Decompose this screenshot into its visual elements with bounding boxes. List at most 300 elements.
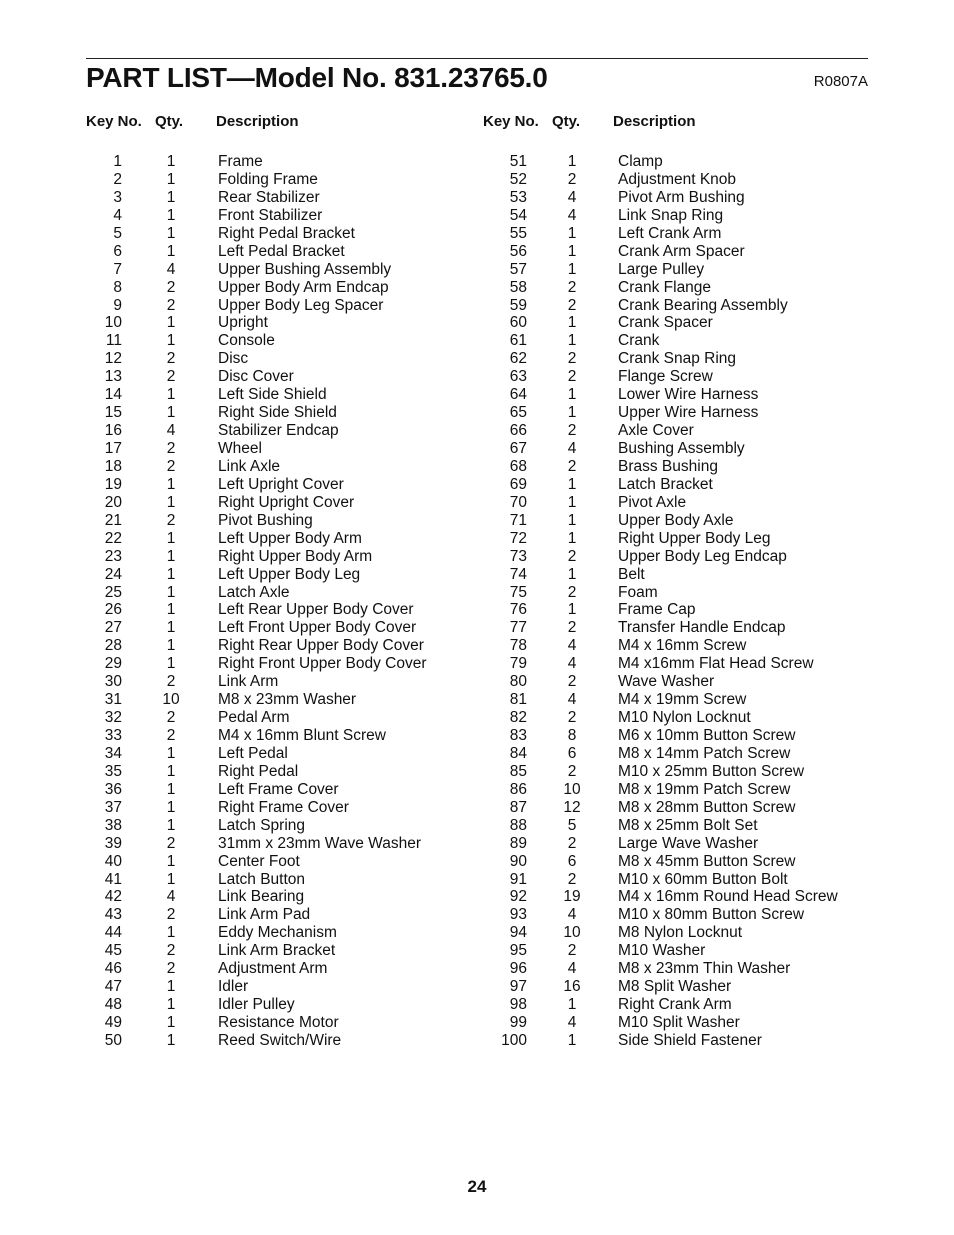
part-row: [480, 1014, 954, 1032]
part-key-number: 36: [104, 780, 122, 798]
part-row: [0, 297, 480, 315]
part-key-number: 24: [104, 565, 122, 583]
part-quantity: 1: [166, 762, 176, 780]
part-quantity: 2: [166, 457, 176, 475]
part-description: M8 Split Washer: [618, 978, 732, 996]
part-quantity: 2: [567, 709, 577, 727]
part-row: [0, 888, 480, 906]
part-key-number: 53: [509, 188, 527, 206]
part-row: [0, 368, 480, 386]
part-key-number: 66: [509, 422, 527, 440]
part-description: Right Pedal Bracket: [218, 224, 355, 242]
part-quantity: 2: [166, 906, 176, 924]
part-description: M8 x 14mm Patch Screw: [618, 744, 791, 762]
part-key-number: 69: [509, 475, 527, 493]
part-row: [480, 745, 954, 763]
part-row: [480, 835, 954, 853]
part-quantity: 1: [567, 493, 577, 511]
part-description: Pivot Arm Bushing: [618, 188, 745, 206]
part-key-number: 80: [509, 673, 527, 691]
part-key-number: 17: [104, 440, 122, 457]
part-row: [0, 314, 480, 332]
part-description: M8 x 25mm Bolt Set: [618, 816, 758, 834]
part-quantity: 1: [567, 224, 577, 242]
part-quantity: 2: [567, 278, 577, 296]
part-key-number: 94: [509, 924, 527, 942]
part-quantity: 1: [166, 798, 176, 816]
part-row: [0, 494, 480, 512]
part-quantity: 10: [563, 780, 581, 798]
part-description: Upper Body Leg Spacer: [218, 296, 384, 314]
part-description: Upper Wire Harness: [618, 404, 759, 422]
part-description: Reed Switch/Wire: [218, 1031, 342, 1049]
part-quantity: 4: [166, 422, 176, 440]
part-description: Right Side Shield: [218, 404, 337, 422]
part-key-number: 44: [104, 924, 122, 942]
part-key-number: 49: [104, 1014, 122, 1031]
part-description: M4 x 16mm Blunt Screw: [218, 727, 386, 744]
part-row: [480, 314, 954, 332]
part-description: M6 x 10mm Button Screw: [618, 727, 796, 744]
part-key-number: 98: [509, 996, 527, 1014]
part-row: [0, 548, 480, 566]
part-quantity: 2: [166, 511, 176, 529]
part-description: Wave Washer: [618, 673, 715, 691]
part-row: [480, 906, 954, 924]
part-quantity: 1: [166, 780, 176, 798]
part-quantity: 4: [567, 188, 577, 206]
part-row: [0, 440, 480, 458]
part-row: [480, 691, 954, 709]
part-description: Right Crank Arm: [618, 996, 732, 1014]
part-row: [480, 350, 954, 368]
part-quantity: 2: [567, 170, 577, 188]
part-quantity: 6: [567, 852, 577, 870]
part-key-number: 25: [104, 583, 122, 601]
part-key-number: 16: [104, 422, 122, 440]
part-key-number: 99: [509, 1014, 527, 1031]
part-key-number: 2: [113, 170, 122, 188]
part-description: Left Frame Cover: [218, 780, 339, 798]
part-description: Left Crank Arm: [618, 224, 722, 242]
part-row: [0, 584, 480, 602]
part-quantity: 1: [166, 224, 176, 242]
part-key-number: 27: [104, 619, 122, 637]
part-row: [0, 871, 480, 889]
part-key-number: 40: [104, 852, 122, 870]
part-quantity: 1: [166, 314, 176, 332]
part-key-number: 15: [104, 404, 122, 422]
part-description: Left Front Upper Body Cover: [218, 619, 417, 637]
part-key-number: 63: [509, 368, 527, 386]
part-row: [0, 1014, 480, 1032]
part-key-number: 87: [509, 798, 527, 816]
part-row: [480, 763, 954, 781]
part-description: Crank Arm Spacer: [618, 242, 745, 260]
part-row: [0, 942, 480, 960]
part-key-number: 89: [509, 834, 527, 852]
part-description: Brass Bushing: [618, 457, 718, 475]
part-key-number: 4: [113, 206, 122, 224]
part-key-number: 13: [104, 368, 122, 386]
part-row: [0, 512, 480, 530]
part-row: [480, 817, 954, 835]
part-quantity: 4: [567, 655, 577, 673]
part-quantity: 1: [166, 816, 176, 834]
part-row: [480, 404, 954, 422]
part-row: [0, 637, 480, 655]
part-description: M10 x 80mm Button Screw: [618, 906, 805, 924]
part-description: Pedal Arm: [218, 709, 290, 727]
part-quantity: 2: [567, 350, 577, 368]
part-row: [480, 942, 954, 960]
part-quantity: 1: [166, 583, 176, 601]
part-key-number: 82: [509, 709, 527, 727]
part-quantity: 4: [166, 888, 176, 906]
part-quantity: 2: [567, 583, 577, 601]
part-quantity: 2: [166, 673, 176, 691]
part-row: [480, 853, 954, 871]
part-description: Lower Wire Harness: [618, 386, 759, 404]
part-description: Left Pedal: [218, 744, 288, 762]
part-quantity: 2: [166, 834, 176, 852]
part-quantity: 2: [567, 296, 577, 314]
part-row: [480, 619, 954, 637]
part-key-number: 97: [509, 978, 527, 996]
part-key-number: 54: [509, 206, 527, 224]
part-key-number: 32: [104, 709, 122, 727]
part-row: [0, 853, 480, 871]
part-row: [0, 422, 480, 440]
part-key-number: 79: [509, 655, 527, 673]
part-row: [480, 207, 954, 225]
header-qty-right: Qty.: [552, 113, 581, 130]
part-key-number: 20: [104, 493, 122, 511]
part-description: Pivot Axle: [618, 493, 687, 511]
part-row: [480, 781, 954, 799]
part-quantity: 2: [567, 834, 577, 852]
part-row: [480, 458, 954, 476]
part-key-number: 29: [104, 655, 122, 673]
part-row: [480, 171, 954, 189]
part-row: [0, 189, 480, 207]
part-description: M10 Split Washer: [618, 1014, 740, 1031]
part-quantity: 1: [166, 529, 176, 547]
part-key-number: 58: [509, 278, 527, 296]
part-key-number: 48: [104, 996, 122, 1014]
part-description: M8 x 23mm Thin Washer: [618, 960, 791, 978]
part-description: Latch Button: [218, 870, 306, 888]
part-row: [0, 1032, 480, 1050]
part-row: [480, 512, 954, 530]
part-key-number: 46: [104, 960, 122, 978]
part-key-number: 56: [509, 242, 527, 260]
part-row: [0, 386, 480, 404]
part-description: M4 x 19mm Screw: [618, 691, 747, 709]
part-description: Disc: [218, 350, 249, 368]
top-rule: [86, 58, 868, 59]
part-description: Stabilizer Endcap: [218, 422, 339, 440]
part-key-number: 28: [104, 637, 122, 655]
part-description: M10 x 60mm Button Bolt: [618, 870, 788, 888]
part-description: Bushing Assembly: [618, 440, 745, 457]
part-quantity: 1: [567, 996, 577, 1014]
part-quantity: 4: [567, 960, 577, 978]
part-quantity: 2: [166, 296, 176, 314]
part-row: [480, 530, 954, 548]
part-key-number: 100: [501, 1031, 527, 1049]
part-quantity: 2: [166, 727, 176, 744]
part-description: Right Upper Body Arm: [218, 547, 373, 565]
part-row: [480, 673, 954, 691]
part-row: [480, 1032, 954, 1050]
part-description: Transfer Handle Endcap: [618, 619, 786, 637]
part-description: Foam: [618, 583, 658, 601]
part-key-number: 86: [509, 780, 527, 798]
header-description-left: Description: [216, 113, 299, 130]
part-description: M8 x 28mm Button Screw: [618, 798, 796, 816]
part-quantity: 10: [563, 924, 581, 942]
part-quantity: 4: [166, 260, 176, 278]
part-description: Large Wave Washer: [618, 834, 759, 852]
part-key-number: 76: [509, 601, 527, 619]
page-title: PART LIST—Model No. 831.23765.0: [86, 62, 548, 93]
part-row: [0, 978, 480, 996]
part-key-number: 43: [104, 906, 122, 924]
part-row: [0, 691, 480, 709]
part-row: [0, 673, 480, 691]
part-quantity: 1: [166, 153, 176, 170]
part-key-number: 55: [509, 224, 527, 242]
part-quantity: 2: [567, 619, 577, 637]
part-description: M8 Nylon Locknut: [618, 924, 743, 942]
part-description: Side Shield Fastener: [618, 1031, 762, 1049]
part-key-number: 78: [509, 637, 527, 655]
part-key-number: 39: [104, 834, 122, 852]
part-key-number: 64: [509, 386, 527, 404]
part-row: [480, 960, 954, 978]
part-key-number: 33: [104, 727, 122, 744]
part-row: [480, 494, 954, 512]
part-quantity: 1: [166, 170, 176, 188]
part-row: [0, 655, 480, 673]
part-quantity: 1: [567, 386, 577, 404]
part-row: [0, 279, 480, 297]
page-number: 24: [467, 1177, 487, 1196]
part-row: [480, 476, 954, 494]
part-key-number: 59: [509, 296, 527, 314]
part-row: [0, 906, 480, 924]
part-key-number: 90: [509, 852, 527, 870]
part-row: [480, 225, 954, 243]
part-quantity: 1: [166, 852, 176, 870]
part-description: Pivot Bushing: [218, 511, 313, 529]
part-quantity: 1: [166, 206, 176, 224]
part-quantity: 1: [166, 924, 176, 942]
part-description: Crank Snap Ring: [618, 350, 737, 368]
part-description: Left Rear Upper Body Cover: [218, 601, 414, 619]
part-key-number: 7: [113, 260, 122, 278]
part-row: [0, 763, 480, 781]
part-description: M8 x 19mm Patch Screw: [618, 780, 791, 798]
part-key-number: 1: [113, 153, 122, 170]
parts-list-right: [480, 153, 954, 1050]
part-description: Adjustment Knob: [618, 170, 737, 188]
part-key-number: 51: [509, 153, 527, 170]
part-description: Upper Body Axle: [618, 511, 734, 529]
part-description: 31mm x 23mm Wave Washer: [218, 834, 421, 852]
part-quantity: 1: [166, 1031, 176, 1049]
part-quantity: 2: [166, 350, 176, 368]
part-quantity: 4: [567, 691, 577, 709]
part-description: Latch Spring: [218, 816, 306, 834]
part-quantity: 2: [166, 368, 176, 386]
part-row: [0, 960, 480, 978]
part-key-number: 42: [104, 888, 122, 906]
part-key-number: 68: [509, 457, 527, 475]
part-quantity: 2: [567, 547, 577, 565]
part-key-number: 52: [509, 170, 527, 188]
part-key-number: 67: [509, 440, 527, 457]
part-key-number: 57: [509, 260, 527, 278]
part-description: Crank Flange: [618, 278, 712, 296]
part-row: [0, 153, 480, 171]
part-quantity: 1: [166, 978, 176, 996]
part-key-number: 50: [104, 1031, 122, 1049]
part-quantity: 1: [567, 260, 577, 278]
part-row: [480, 153, 954, 171]
part-description: Upper Body Arm Endcap: [218, 278, 389, 296]
part-description: M4 x16mm Flat Head Screw: [618, 655, 814, 673]
part-row: [480, 709, 954, 727]
part-description: M10 Washer: [618, 942, 706, 960]
part-description: Link Arm: [218, 673, 279, 691]
part-quantity: 12: [563, 798, 581, 816]
part-description: Crank: [618, 332, 660, 350]
part-row: [480, 924, 954, 942]
part-row: [480, 996, 954, 1014]
part-row: [0, 458, 480, 476]
part-quantity: 2: [567, 942, 577, 960]
part-key-number: 60: [509, 314, 527, 332]
part-description: Link Arm Bracket: [218, 942, 336, 960]
part-quantity: 1: [166, 744, 176, 762]
part-row: [0, 924, 480, 942]
part-row: [0, 261, 480, 279]
part-quantity: 1: [166, 493, 176, 511]
part-row: [480, 422, 954, 440]
part-quantity: 1: [567, 1031, 577, 1049]
part-quantity: 1: [166, 637, 176, 655]
part-quantity: 1: [567, 153, 577, 170]
part-row: [0, 727, 480, 745]
part-row: [0, 476, 480, 494]
part-description: Link Snap Ring: [618, 206, 724, 224]
part-quantity: 1: [166, 475, 176, 493]
part-quantity: 2: [166, 278, 176, 296]
part-description: Latch Axle: [218, 583, 290, 601]
part-row: [0, 225, 480, 243]
part-description: Left Side Shield: [218, 386, 327, 404]
part-key-number: 77: [509, 619, 527, 637]
part-description: M4 x 16mm Round Head Screw: [618, 888, 838, 906]
part-description: Right Frame Cover: [218, 798, 349, 816]
part-description: M8 x 45mm Button Screw: [618, 852, 796, 870]
part-row: [0, 817, 480, 835]
part-description: Right Pedal: [218, 762, 299, 780]
part-row: [0, 996, 480, 1014]
part-row: [480, 637, 954, 655]
part-row: [0, 350, 480, 368]
part-description: Latch Bracket: [618, 475, 713, 493]
part-quantity: 1: [567, 511, 577, 529]
part-quantity: 1: [567, 332, 577, 350]
part-quantity: 19: [563, 888, 581, 906]
part-quantity: 16: [563, 978, 581, 996]
part-row: [0, 171, 480, 189]
part-quantity: 2: [567, 673, 577, 691]
part-description: Resistance Motor: [218, 1014, 339, 1031]
part-description: Frame Cap: [618, 601, 696, 619]
part-quantity: 1: [567, 404, 577, 422]
part-quantity: 1: [567, 565, 577, 583]
part-key-number: 12: [104, 350, 122, 368]
part-quantity: 1: [567, 601, 577, 619]
part-quantity: 2: [166, 960, 176, 978]
part-key-number: 41: [104, 870, 122, 888]
part-key-number: 74: [509, 565, 527, 583]
part-description: Right Front Upper Body Cover: [218, 655, 427, 673]
part-key-number: 9: [113, 296, 122, 314]
part-description: M10 Nylon Locknut: [618, 709, 751, 727]
part-row: [480, 888, 954, 906]
header-qty-left: Qty.: [155, 113, 184, 130]
part-description: Disc Cover: [218, 368, 294, 386]
part-row: [480, 799, 954, 817]
part-key-number: 81: [509, 691, 527, 709]
part-quantity: 1: [166, 619, 176, 637]
part-description: Crank Spacer: [618, 314, 713, 332]
part-key-number: 62: [509, 350, 527, 368]
part-key-number: 84: [509, 744, 527, 762]
part-key-number: 6: [113, 242, 122, 260]
part-key-number: 91: [509, 870, 527, 888]
part-key-number: 30: [104, 673, 122, 691]
part-row: [0, 530, 480, 548]
part-quantity: 2: [567, 368, 577, 386]
part-description: Left Pedal Bracket: [218, 242, 345, 260]
part-quantity: 4: [567, 206, 577, 224]
part-description: M8 x 23mm Washer: [218, 691, 357, 709]
part-quantity: 6: [567, 744, 577, 762]
part-quantity: 1: [166, 547, 176, 565]
part-row: [480, 655, 954, 673]
part-quantity: 1: [166, 1014, 176, 1031]
part-description: Folding Frame: [218, 170, 318, 188]
part-description: Idler Pulley: [218, 996, 295, 1014]
part-key-number: 23: [104, 547, 122, 565]
part-description: Rear Stabilizer: [218, 188, 320, 206]
part-row: [0, 745, 480, 763]
part-quantity: 1: [166, 870, 176, 888]
part-quantity: 1: [567, 314, 577, 332]
part-quantity: 1: [166, 996, 176, 1014]
parts-list-left: [0, 153, 480, 1050]
part-key-number: 96: [509, 960, 527, 978]
part-quantity: 1: [166, 188, 176, 206]
part-quantity: 1: [166, 404, 176, 422]
part-row: [0, 619, 480, 637]
